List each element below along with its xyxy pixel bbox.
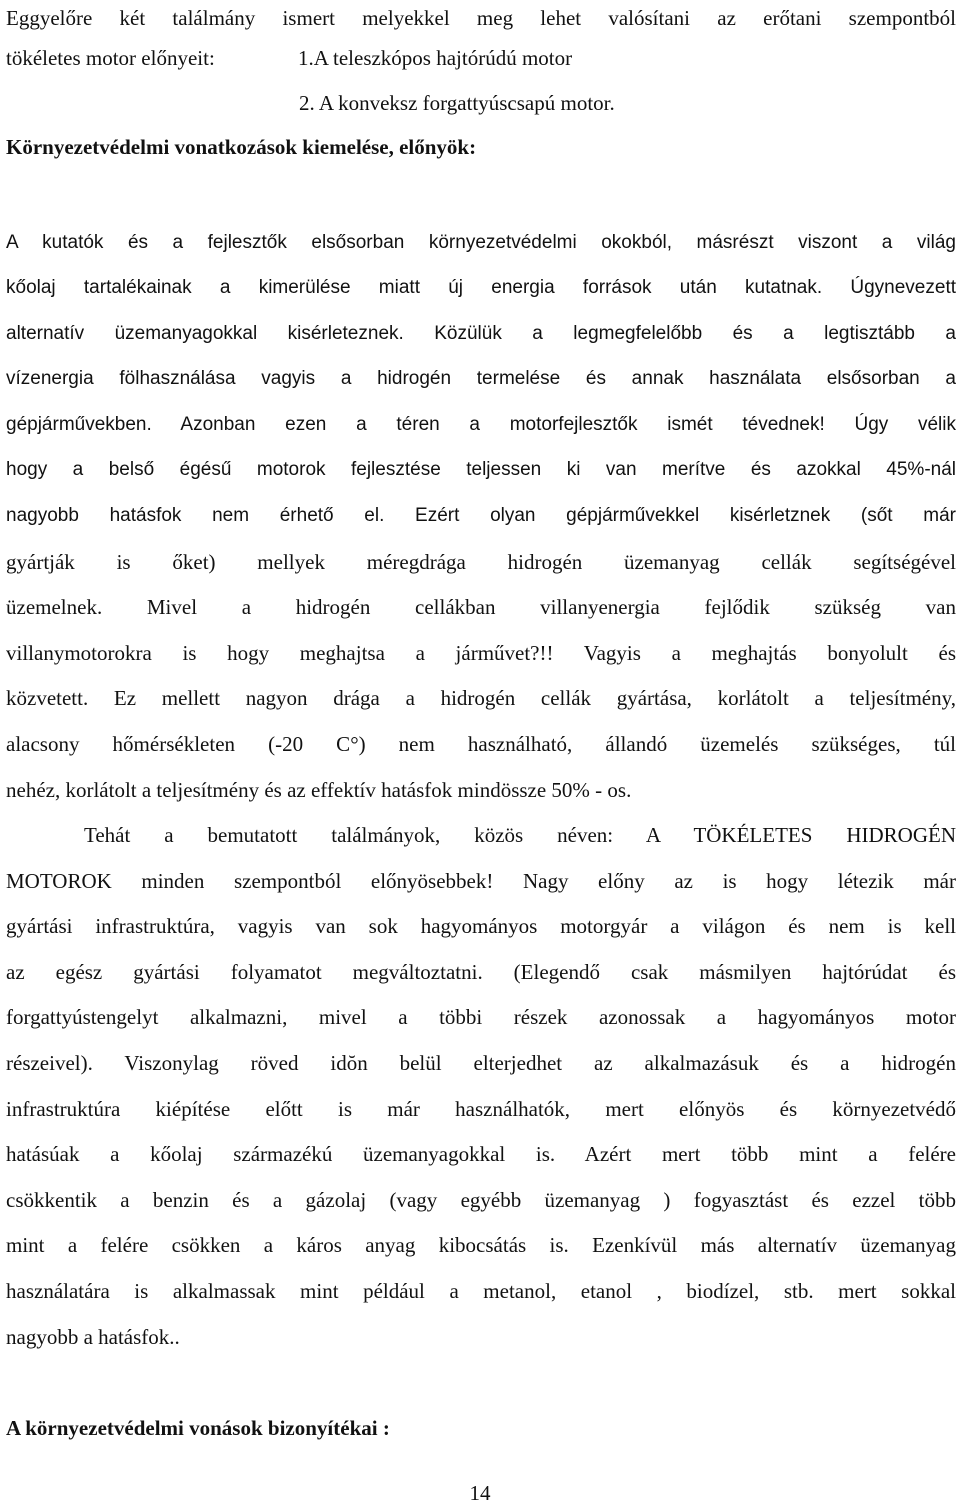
- paragraph-line: villanymotorokra is hogy meghajtsa a járművet?!! Vagyis a meghajtás bonyolult és: [6, 641, 956, 665]
- paragraph-line: Tehát a bemutatott találmányok, közös néven: A TÖKÉLETES HIDROGÉN: [84, 823, 956, 847]
- invention-item-1: 1.A teleszkópos hajtórúdú motor: [298, 46, 573, 70]
- paragraph-line: gyártják is őket) mellyek méregdrága hidrogén üzemanyag cellák segítségével: [6, 550, 956, 574]
- paragraph-line: használatára is alkalmassak mint például a metanol, etanol , biodízel, stb. mert sokkal: [6, 1279, 956, 1303]
- paragraph-line: vízenergia fölhasználása vagyis a hidrogén termelése és annak használata elsősorban a: [6, 368, 956, 389]
- paragraph-line: alternatív üzemanyagokkal kisérleteznek. Közülük a legmegfelelőbb és a legtisztább a: [6, 323, 956, 344]
- paragraph-line: kőolaj tartalékainak a kimerülése miatt új energia források után kutatnak. Úgynevezett: [6, 277, 956, 298]
- paragraph-line: forgattyústengelyt alkalmazni, mivel a többi részek azonossak a hagyományos motor: [6, 1005, 956, 1029]
- paragraph-line: alacsony hőmérsékleten (-20 C°) nem használható, állandó üzemelés szükséges, túl: [6, 732, 956, 756]
- paragraph-line: üzemelnek. Mivel a hidrogén cellákban villanyenergia fejlődik szükség van: [6, 595, 956, 619]
- intro-line: Eggyelőre két találmány ismert melyekkel meg lehet valósítani az erőtani szempontból: [6, 6, 956, 30]
- paragraph-line: közvetett. Ez mellett nagyon drága a hidrogén cellák gyártása, korlátolt a teljesítmény,: [6, 686, 956, 710]
- invention-item-2: 2. A konveksz forgattyúscsapú motor.: [299, 91, 615, 115]
- paragraph-line: gyártási infrastruktúra, vagyis van sok hagyományos motorgyár a világon és nem is kell: [6, 914, 956, 938]
- section-heading: Környezetvédelmi vonatkozások kiemelése, előnyök:: [6, 135, 477, 159]
- paragraph-line: az egész gyártási folyamatot megváltoztatni. (Elegendő csak másmilyen hajtórúdat és: [6, 960, 956, 984]
- paragraph-line: hogy a belső égésű motorok fejlesztése teljessen ki van merítve és azokkal 45%-nál: [6, 459, 956, 480]
- paragraph-line: MOTOROK minden szempontból előnyösebbek! Nagy előny az is hogy létezik már: [6, 869, 956, 893]
- page-number: 14: [469, 1481, 491, 1505]
- paragraph-line: részeivel). Viszonylag röved idŏn belül elterjedhet az alkalmazásuk és a hidrogén: [6, 1051, 956, 1075]
- paragraph-line: hatásúak a kőolaj származékú üzemanyagokkal is. Azért mert több mint a felére: [6, 1142, 956, 1166]
- paragraph-line: mint a felére csökken a káros anyag kibocsátás is. Ezenkívül más alternatív üzemanyag: [6, 1233, 956, 1257]
- paragraph-line: csökkentik a benzin és a gázolaj (vagy egyébb üzemanyag ) fogyasztást és ezzel több: [6, 1188, 956, 1212]
- paragraph-line: A kutatók és a fejlesztők elsősorban környezetvédelmi okokból, másrészt viszont a világ: [6, 232, 956, 253]
- intro-lead: tökéletes motor előnyeit:: [6, 46, 215, 70]
- paragraph-line: nehéz, korlátolt a teljesítmény és az effektív hatásfok mindössze 50% - os.: [6, 778, 632, 802]
- paragraph-line: gépjárművekben. Azonban ezen a téren a motorfejlesztők ismét tévednek! Úgy vélik: [6, 414, 956, 435]
- intro-list-line: [6, 45, 956, 71]
- paragraph-line: infrastruktúra kiépítése előtt is már használhatók, mert előnyös és környezetvédő: [6, 1097, 956, 1121]
- section-heading: A környezetvédelmi vonások bizonyítékai :: [6, 1416, 390, 1440]
- paragraph-line: nagyobb hatásfok nem érhető el. Ezért olyan gépjárművekkel kisérletznek (sőt már: [6, 505, 956, 526]
- paragraph-line: nagyobb a hatásfok..: [6, 1325, 180, 1349]
